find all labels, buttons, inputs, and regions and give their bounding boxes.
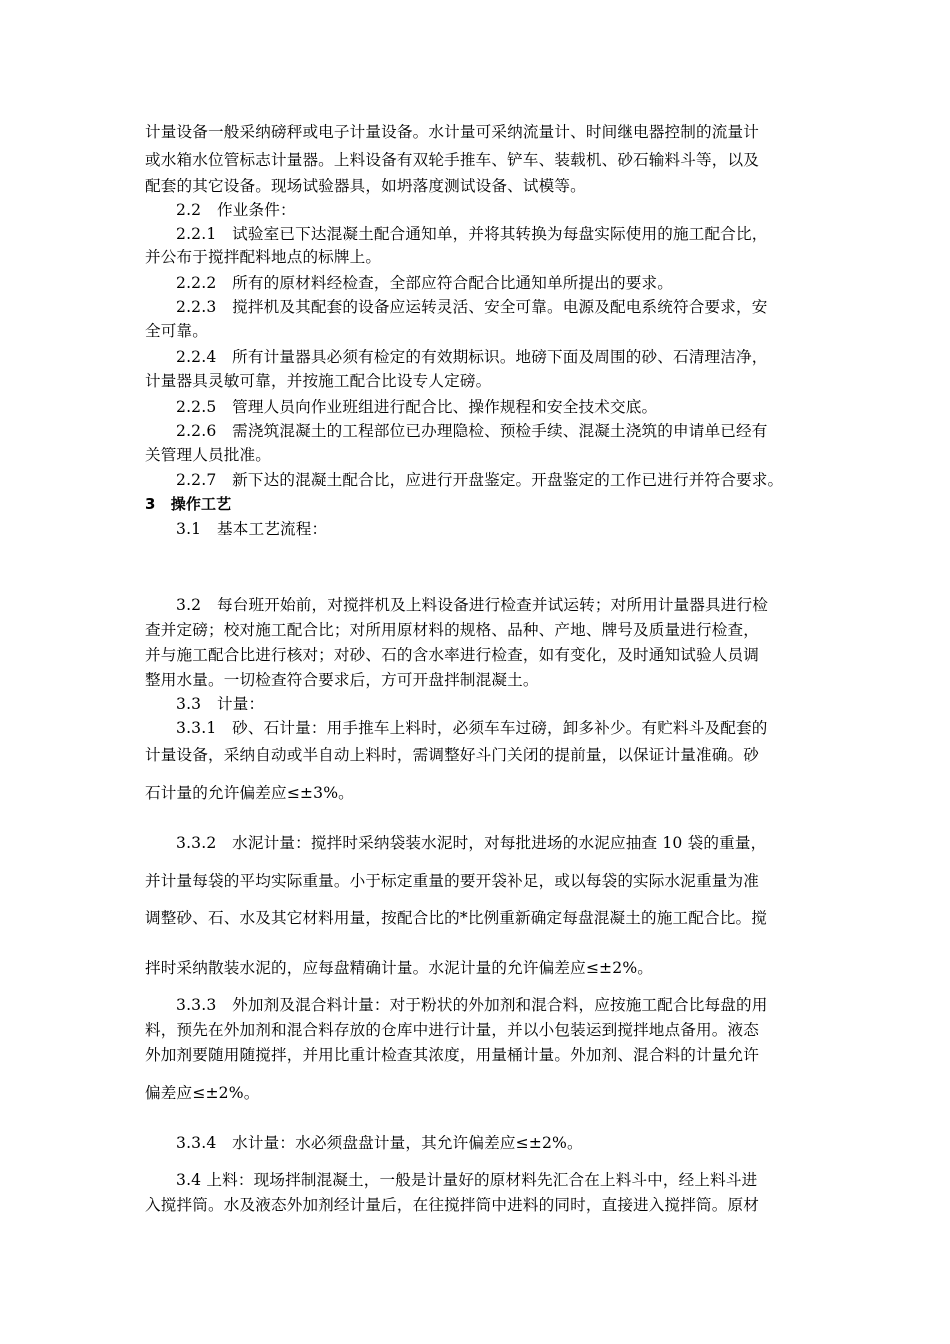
text-line: 偏差应≤±2%。 <box>145 1084 260 1102</box>
text-line: 2.2.5 管理人员向作业班组进行配合比、操作规程和安全技术交底。 <box>176 398 658 416</box>
text-line: 查并定磅；校对施工配合比；对所用原材料的规格、品种、产地、牌号及质量进行检查， <box>145 621 760 639</box>
text-line: 石计量的允许偏差应≤±3%。 <box>145 784 354 802</box>
text-line: 料，预先在外加剂和混合料存放的仓库中进行计量，并以小包装运到搅拌地点备用。液态 <box>145 1021 760 1039</box>
text-line: 拌时采纳散装水泥的，应每盘精确计量。水泥计量的允许偏差应≤±2%。 <box>145 959 654 977</box>
text-line: 计量设备，采纳自动或半自动上料时，需调整好斗门关闭的提前量，以保证计量准确。砂 <box>145 746 760 764</box>
text-line: 外加剂要随用随搅拌，并用比重计检查其浓度，用量桶计量。外加剂、混合料的计量允许 <box>145 1046 760 1064</box>
text-line: 2.2.2 所有的原材料经检查，全部应符合配合比通知单所提出的要求。 <box>176 274 673 292</box>
section-3-3-heading: 3.3 计量： <box>176 695 265 713</box>
text-line: 入搅拌筒。水及液态外加剂经计量后，在往搅拌筒中进料的同时，直接进入搅拌筒。原材 <box>145 1196 760 1214</box>
text-line: 计量器具灵敏可靠，并按施工配合比设专人定磅。 <box>145 372 492 390</box>
text-line: 计量设备一般采纳磅秤或电子计量设备。水计量可采纳流量计、时间继电器控制的流量计 <box>145 123 760 141</box>
text-line: 3.3.3 外加剂及混合料计量：对于粉状的外加剂和混合料，应按施工配合比每盘的用 <box>176 996 768 1014</box>
text-line: 全可靠。 <box>145 322 208 340</box>
text-line: 并公布于搅拌配料地点的标牌上。 <box>145 248 382 266</box>
text-line: 2.2.4 所有计量器具必须有检定的有效期标识。地磅下面及周围的砂、石清理洁净， <box>176 348 768 366</box>
text-line: 3.4 上料：现场拌制混凝土，一般是计量好的原材料先汇合在上料斗中，经上料斗进 <box>176 1171 758 1189</box>
text-line: 3.3.2 水泥计量：搅拌时采纳袋装水泥时，对每批进场的水泥应抽查 10 袋的重量， <box>176 834 767 852</box>
section-3-heading: 3 操作工艺 <box>145 495 232 513</box>
text-line: 并计量每袋的平均实际重量。小于标定重量的要开袋补足，或以每袋的实际水泥重量为准 <box>145 872 760 890</box>
text-line: 关管理人员批准。 <box>145 446 271 464</box>
text-line: 或水箱水位管标志计量器。上料设备有双轮手推车、铲车、装载机、砂石输料斗等，以及 <box>145 151 760 169</box>
text-line: 调整砂、石、水及其它材料用量，按配合比的*比例重新确定每盘混凝土的施工配合比。搅 <box>145 909 767 927</box>
text-line: 3.3.1 砂、石计量：用手推车上料时，必须车车过磅，卸多补少。有贮料斗及配套的 <box>176 719 768 737</box>
section-3-1-heading: 3.1 基本工艺流程： <box>176 520 328 538</box>
text-line: 配套的其它设备。现场试验器具，如坍落度测试设备、试模等。 <box>145 177 586 195</box>
text-line: 3.3.4 水计量：水必须盘盘计量，其允许偏差应≤±2%。 <box>176 1134 583 1152</box>
text-line: 并与施工配合比进行核对；对砂、石的含水率进行检查，如有变化，及时通知试验人员调 <box>145 646 760 664</box>
section-2-2-heading: 2.2 作业条件： <box>176 201 296 219</box>
text-line: 3.2 每台班开始前，对搅拌机及上料设备进行检查并试运转；对所用计量器具进行检 <box>176 596 769 614</box>
text-line: 2.2.6 需浇筑混凝土的工程部位已办理隐检、预检手续、混凝土浇筑的申请单已经有 <box>176 422 768 440</box>
text-line: 整用水量。一切检查符合要求后，方可开盘拌制混凝土。 <box>145 671 539 689</box>
text-line: 2.2.3 搅拌机及其配套的设备应运转灵活、安全可靠。电源及配电系统符合要求，安 <box>176 298 768 316</box>
text-line: 2.2.1 试验室已下达混凝土配合通知单，并将其转换为每盘实际使用的施工配合比， <box>176 225 768 243</box>
text-line: 2.2.7 新下达的混凝土配合比，应进行开盘鉴定。开盘鉴定的工作已进行并符合要求。 <box>176 471 784 489</box>
